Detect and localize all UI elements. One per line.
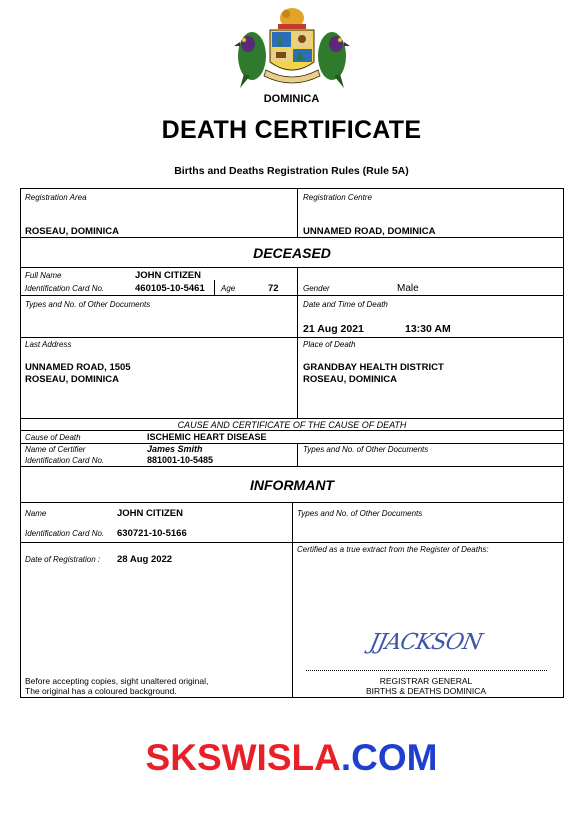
informant-id-label: Identification Card No. [25,529,105,538]
certifier-id-value: 881001-10-5485 [147,455,214,465]
cause-other-documents-label: Types and No. of Other Documents [303,445,429,454]
motto-scroll [264,70,320,83]
registrar-signature: JJACKSON [367,630,484,655]
parrot-left-icon [234,32,266,88]
registration-area-label: Registration Area [25,193,87,202]
informant-id-value: 630721-10-5166 [117,528,187,539]
divider [20,430,564,431]
last-address-line1: UNNAMED ROAD, 1505 [25,362,131,373]
divider [20,443,564,444]
registrar-title-line1: REGISTRAR GENERAL [379,676,473,686]
column-divider [214,280,215,295]
cause-heading: CAUSE AND CERTIFICATE OF THE CAUSE OF DEATH [177,420,407,430]
cause-of-death-label: Cause of Death [25,433,81,442]
age-label: Age [221,284,236,293]
column-divider [297,188,298,237]
site-watermark [0,737,583,779]
full-name-label: Full Name [25,271,62,280]
divider [20,418,564,419]
divider [20,237,564,238]
date-of-death-value: 21 Aug 2021 [303,323,364,335]
watermark-part2: COM [351,737,438,778]
cause-of-death-value: ISCHEMIC HEART DISEASE [147,432,267,442]
id-card-value: 460105-10-5461 [135,283,205,294]
id-card-label: Identification Card No. [25,284,105,293]
place-of-death-line1: GRANDBAY HEALTH DISTRICT [303,362,444,373]
watermark-part1: SKSWISLA [145,737,341,778]
place-of-death-line2: ROSEAU, DOMINICA [303,374,397,385]
column-divider [292,502,293,698]
place-of-death-label: Place of Death [303,340,356,349]
parrot-right-icon [318,32,350,88]
signature-line [306,670,547,671]
divider [20,267,564,268]
other-documents-label: Types and No. of Other Documents [25,300,151,309]
date-time-of-death-label: Date and Time of Death [303,300,388,309]
coat-of-arms-emblem [230,4,354,92]
informant-other-documents-label: Types and No. of Other Documents [297,509,423,518]
informant-name-value: JOHN CITIZEN [117,508,183,519]
column-divider [297,267,298,418]
registrar-title-line2: BIRTHS & DEATHS DOMINICA [365,686,487,696]
certified-extract-text: Certified as a true extract from the Register of Deaths: [297,545,489,554]
deceased-heading: DECEASED [253,245,331,261]
full-name-value: JOHN CITIZEN [135,270,201,281]
last-address-line2: ROSEAU, DOMINICA [25,374,119,385]
registration-date-label: Date of Registration : [25,555,101,564]
informant-heading: INFORMANT [250,477,334,493]
lion-crest-icon [278,8,306,29]
registration-centre-value: UNNAMED ROAD, DOMINICA [303,226,436,237]
registrar-title [300,676,552,696]
gender-value: Male [397,283,419,294]
page-subtitle: Births and Deaths Registration Rules (Rule 5A) [174,165,409,177]
divider [20,466,564,467]
age-value: 72 [268,283,279,294]
last-address-label: Last Address [25,340,72,349]
certifier-id-label: Identification Card No. [25,456,105,465]
informant-name-label: Name [25,509,47,518]
divider [20,337,564,338]
registration-centre-label: Registration Centre [303,193,372,202]
registration-area-value: ROSEAU, DOMINICA [25,226,119,237]
divider [20,295,564,296]
country-name: DOMINICA [263,93,320,105]
gender-label: Gender [303,284,330,293]
shield-icon [270,30,314,70]
certifier-label: Name of Certifier [25,445,86,454]
registration-date-value: 28 Aug 2022 [117,554,173,565]
copy-notice [25,676,208,696]
copy-notice-line1: Before accepting copies, sight unaltered original, [25,676,209,686]
column-divider [297,443,298,466]
page-title: DEATH CERTIFICATE [161,116,422,144]
watermark-dot: . [340,737,352,778]
certifier-value: James Smith [147,444,203,454]
copy-notice-line2: The original has a coloured background. [25,686,177,696]
time-of-death-value: 13:30 AM [405,323,451,335]
